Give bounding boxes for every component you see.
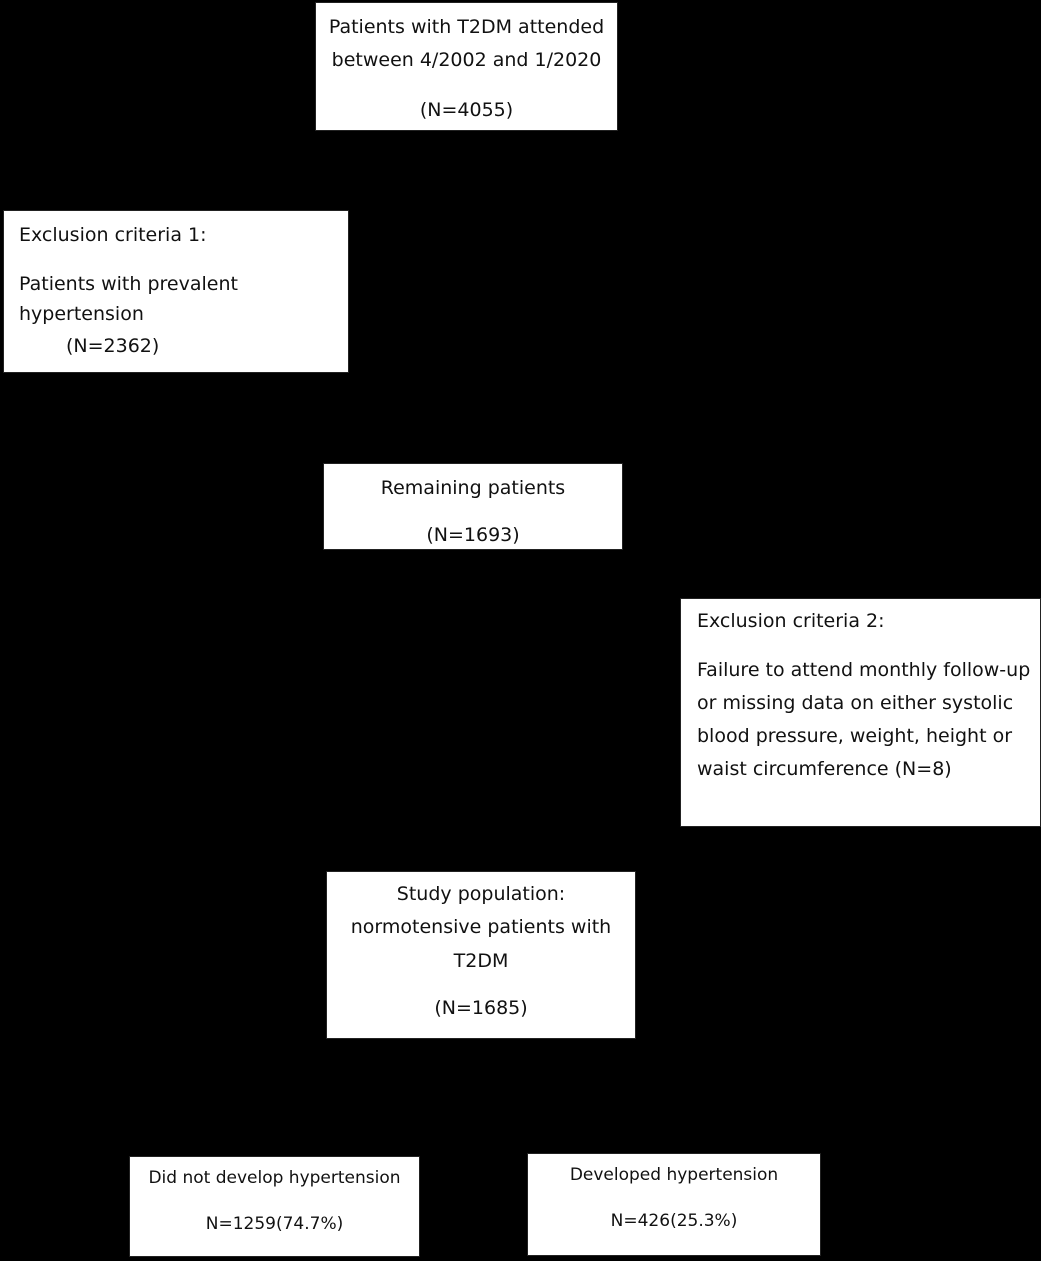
hypertension-count: N=426(25.3%) — [610, 1211, 738, 1231]
hypertension-title: Developed hypertension — [569, 1165, 779, 1185]
exclusion2-line2: or missing data on either systolic — [697, 692, 1014, 714]
box-developed-hypertension — [527, 1153, 821, 1256]
study-count: (N=1685) — [434, 997, 528, 1019]
exclusion1-line1: Patients with prevalent — [19, 273, 238, 295]
study-line3: T2DM — [453, 950, 509, 972]
no-hypertension-count: N=1259(74.7%) — [205, 1214, 344, 1234]
exclusion2-line1: Failure to attend monthly follow-up — [697, 659, 1031, 681]
remaining-title: Remaining patients — [380, 477, 566, 499]
study-line2: normotensive patients with — [350, 916, 612, 938]
box-exclusion-criteria-1 — [3, 210, 349, 373]
box-exclusion-criteria-2 — [680, 598, 1041, 827]
box-remaining-patients — [323, 463, 623, 550]
all-patients-count: (N=4055) — [419, 99, 514, 121]
box-all-patients — [315, 2, 618, 131]
exclusion1-line2: hypertension — [19, 303, 144, 325]
exclusion1-count: (N=2362) — [66, 335, 160, 357]
all-patients-line2: between 4/2002 and 1/2020 — [331, 49, 602, 71]
box-study-population — [326, 871, 636, 1039]
exclusion2-line3: blood pressure, weight, height or — [697, 725, 1013, 747]
exclusion1-title: Exclusion criteria 1: — [19, 224, 207, 246]
exclusion2-title: Exclusion criteria 2: — [697, 610, 885, 632]
no-hypertension-title: Did not develop hypertension — [148, 1168, 401, 1188]
remaining-count: (N=1693) — [426, 524, 520, 546]
exclusion2-line4: waist circumference (N=8) — [697, 758, 952, 780]
study-line1: Study population: — [396, 883, 566, 905]
all-patients-line1: Patients with T2DM attended — [328, 16, 605, 38]
box-did-not-develop-hypertension — [129, 1156, 420, 1257]
